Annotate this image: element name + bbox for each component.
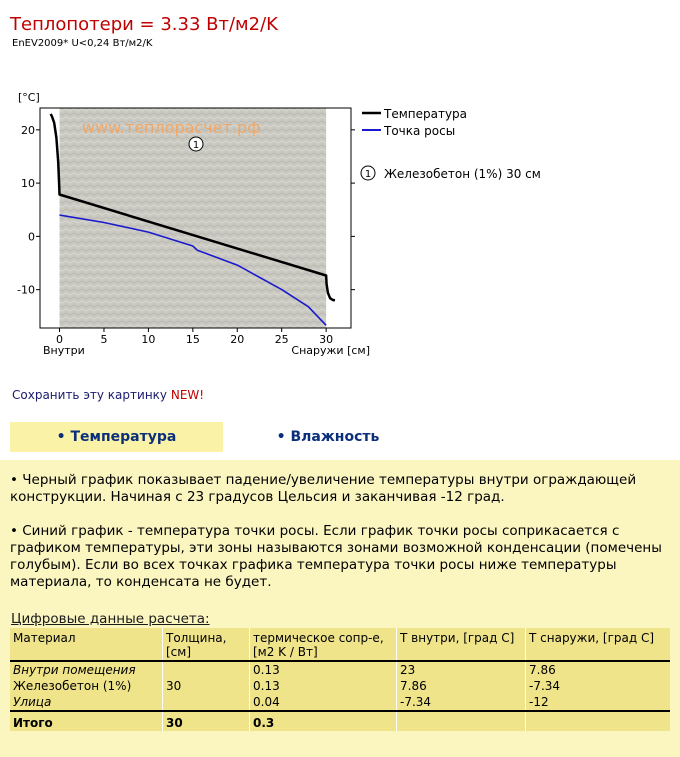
x-tick-label: 10 [141,333,156,346]
cell-thickness [163,694,250,711]
page-title: Теплопотери = 3.33 Вт/м2/K [10,14,278,35]
table-row [10,678,670,694]
table-row [10,661,670,678]
table-header-row [10,628,670,661]
x-tick-label: 15 [185,333,200,346]
x-label-inside: Внутри [43,344,85,357]
material-marker-1 [189,137,203,151]
header-material: Материал [10,628,163,661]
cell-material: Железобетон (1%) [13,679,132,693]
description-paragraph-dewpoint: • Синий график - температура точки росы. Если график точки росы соприкасается с графиком температуры, эти зоны называются зонами возможной конденсации (помечены голубым). Если во всех точках графика температура точки росы ниже температуры материала, то конденсата не будет. [10,523,662,590]
cell-material: Внутри помещения [13,663,136,677]
y-tick-label: 20 [21,123,35,137]
legend-material-number: 1 [364,169,372,180]
legend-material-label: Железобетон (1%) 30 см [384,167,541,181]
x-tick-label: 25 [274,333,289,346]
tab-bullet: • [56,429,66,445]
legend-label-temperature: Температура [384,107,468,121]
x-tick-label: 30 [319,333,334,346]
cell-thickness: 30 [163,678,250,694]
save-image-link[interactable] [12,388,204,402]
description-paragraph-temperature: • Черный график показывает падение/увеличение температуры внутри ограждающей конструкции. Начиная с 23 градусов Цельсия и заканчивая -12 град. [10,472,637,505]
header-thickness: Толщина, [см] [163,628,250,661]
new-badge: NEW! [170,388,205,402]
watermark: www.теплорасчет.рф [82,118,261,137]
temperature-chart [0,80,680,370]
save-image-label: Сохранить эту картинку [12,388,168,402]
cell-thickness [163,661,250,678]
tab-humidity-label: Влажность [290,429,380,445]
y-tick-label: -10 [17,283,35,297]
cell-resistance: 0.04 [250,694,397,711]
legend-label-dewpoint: Точка росы [384,124,456,138]
cell-t-outside: 7.86 [526,661,671,678]
y-tick-label: 0 [28,230,35,244]
cell-t-outside: -7.34 [526,678,671,694]
cell-material: Улица [13,695,52,709]
page-subtitle: EnEV2009* U<0,24 Вт/м2/K [12,38,153,49]
table-row [10,694,670,711]
y-axis-label: [°C] [18,91,40,104]
cell-t-outside: -12 [526,694,671,711]
cell-t-inside: 23 [397,661,526,678]
results-table [10,628,670,731]
header-t-outside: T снаружи, [град C] [526,628,671,661]
cell-total-label: Итого [10,711,163,731]
info-panel [0,460,680,757]
x-tick-label: 0 [56,333,64,346]
cell-total-empty [526,711,671,731]
y-tick-label: 10 [21,177,35,191]
legend [361,107,541,181]
material-marker-number: 1 [192,140,200,151]
cell-resistance: 0.13 [250,661,397,678]
cell-total-resistance: 0.3 [250,711,397,731]
x-label-outside: Снаружи [см] [291,344,370,357]
header-t-inside: T внутри, [град C] [397,628,526,661]
header-resistance: термическое сопр-е, [м2 K / Вт] [250,628,397,661]
cell-t-inside: -7.34 [397,694,526,711]
tab-humidity[interactable] [223,422,433,452]
cell-resistance: 0.13 [250,678,397,694]
x-tick-label: 20 [230,333,245,346]
table-title: Цифровые данные расчета: [11,611,210,627]
cell-t-inside: 7.86 [397,678,526,694]
cell-total-empty [397,711,526,731]
x-tick-label: 5 [100,333,108,346]
tab-bullet: • [276,429,286,445]
cell-total-thickness: 30 [163,711,250,731]
tab-temperature[interactable] [10,422,223,452]
table-total-row [10,711,670,731]
tab-temperature-label: Температура [70,429,177,445]
